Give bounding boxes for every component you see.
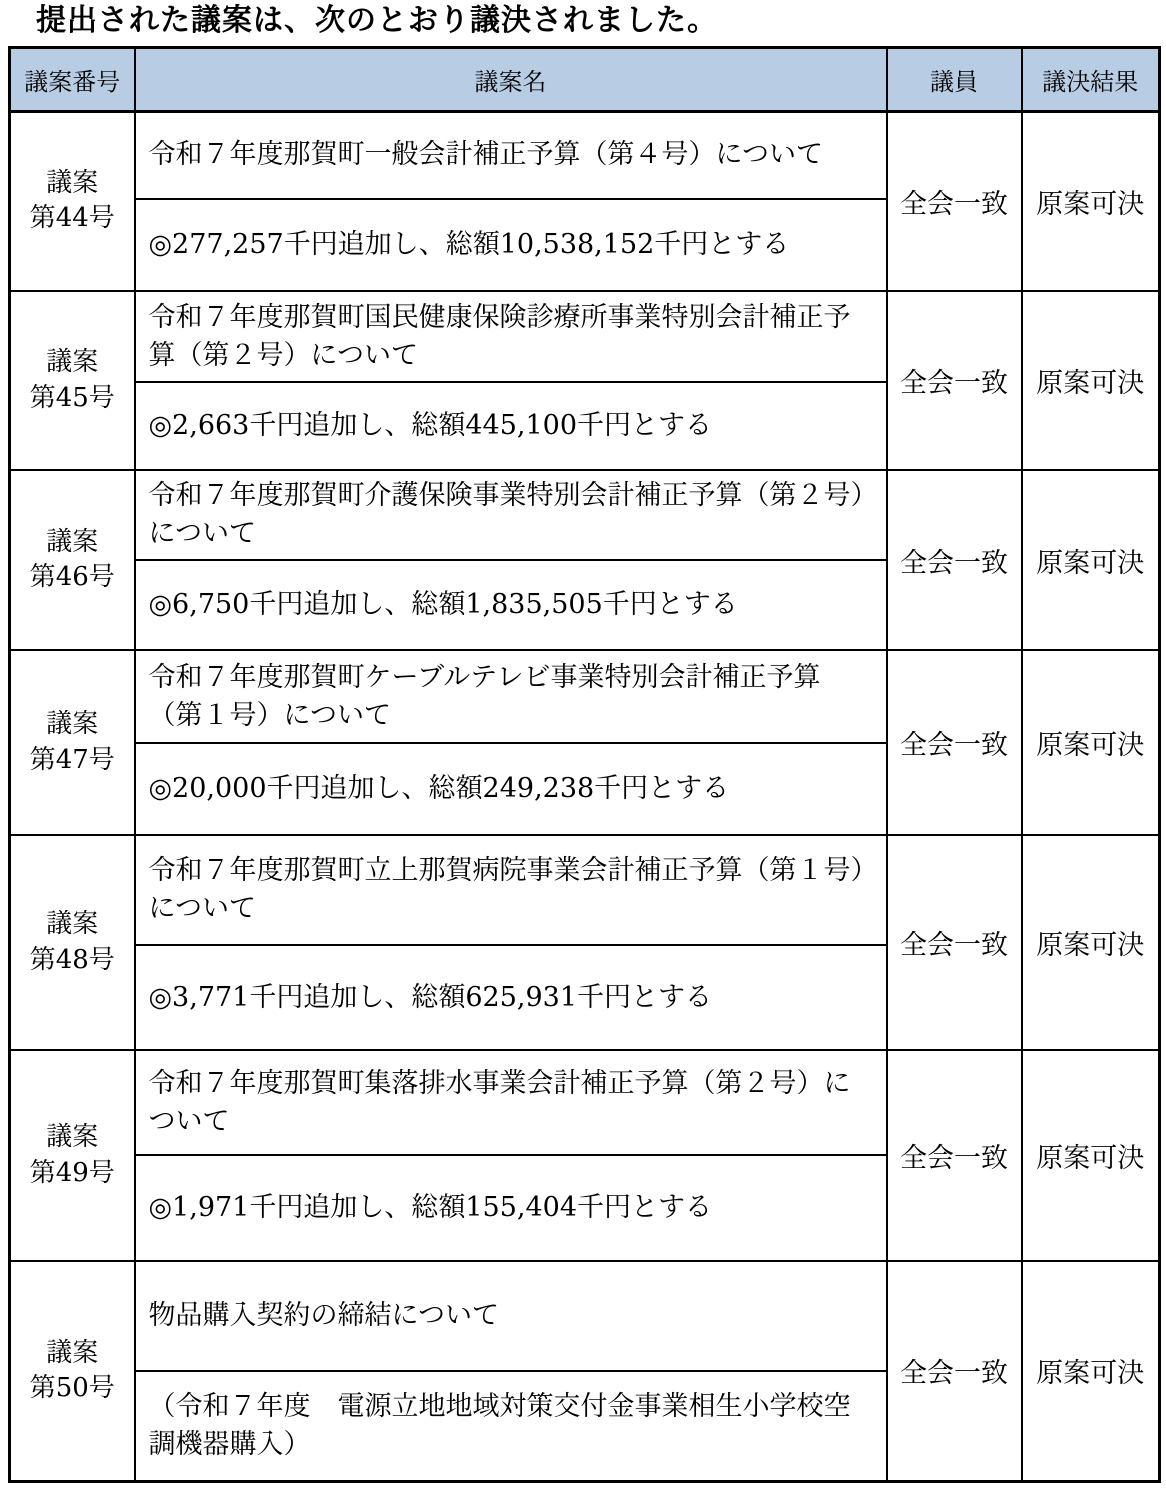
bill-detail-cell: ◎3,771千円追加し、総額625,931千円とする bbox=[135, 945, 887, 1050]
bill-number-label: 議案 bbox=[46, 1337, 99, 1368]
table-header-row bbox=[10, 47, 1160, 111]
bill-detail-cell: ◎20,000千円追加し、総額249,238千円とする bbox=[135, 743, 887, 835]
bill-number-value: 第48号 bbox=[29, 944, 115, 975]
bill-number-cell bbox=[10, 291, 135, 470]
page-title: 提出された議案は、次のとおり議決されました。 bbox=[36, 3, 718, 38]
vote-method-cell: 全会一致 bbox=[887, 470, 1022, 650]
bill-number-value: 第45号 bbox=[29, 382, 115, 413]
vote-method-cell: 全会一致 bbox=[887, 1050, 1022, 1261]
table-row bbox=[10, 835, 1160, 945]
bill-number-label: 議案 bbox=[46, 909, 99, 940]
bill-detail-cell: （令和７年度 電源立地地域対策交付金事業相生小学校空調機器購入） bbox=[135, 1371, 887, 1481]
table-row bbox=[10, 1050, 1160, 1155]
vote-result-cell: 原案可決 bbox=[1022, 111, 1160, 291]
vote-method-cell: 全会一致 bbox=[887, 291, 1022, 470]
bill-name-cell: 物品購入契約の締結について bbox=[135, 1261, 887, 1371]
bill-number-label: 議案 bbox=[46, 168, 99, 199]
bill-number-value: 第49号 bbox=[29, 1157, 115, 1188]
table-row bbox=[10, 470, 1160, 560]
vote-method-cell: 全会一致 bbox=[887, 1261, 1022, 1481]
bill-name-cell: 令和７年度那賀町立上那賀病院事業会計補正予算（第１号）について bbox=[135, 835, 887, 945]
bill-number-cell bbox=[10, 835, 135, 1050]
bill-detail-cell: ◎277,257千円追加し、総額10,538,152千円とする bbox=[135, 199, 887, 291]
bill-number-cell bbox=[10, 650, 135, 835]
vote-result-cell: 原案可決 bbox=[1022, 835, 1160, 1050]
bill-number-value: 第44号 bbox=[29, 203, 115, 234]
table-row bbox=[10, 1261, 1160, 1371]
header-vote-result: 議決結果 bbox=[1022, 47, 1160, 111]
bill-detail-cell: ◎2,663千円追加し、総額445,100千円とする bbox=[135, 382, 887, 470]
vote-result-cell: 原案可決 bbox=[1022, 470, 1160, 650]
bill-number-label: 議案 bbox=[46, 1122, 99, 1153]
bill-number-cell bbox=[10, 1261, 135, 1481]
bill-name-cell: 令和７年度那賀町介護保険事業特別会計補正予算（第２号）について bbox=[135, 470, 887, 560]
table-row bbox=[10, 291, 1160, 382]
bill-name-cell: 令和７年度那賀町国民健康保険診療所事業特別会計補正予算（第２号）について bbox=[135, 291, 887, 382]
table-row bbox=[10, 650, 1160, 743]
bill-number-value: 第47号 bbox=[29, 744, 115, 775]
bill-number-label: 議案 bbox=[46, 709, 99, 740]
bill-name-cell: 令和７年度那賀町一般会計補正予算（第４号）について bbox=[135, 111, 887, 199]
bill-detail-cell: ◎1,971千円追加し、総額155,404千円とする bbox=[135, 1155, 887, 1261]
bill-name-cell: 令和７年度那賀町集落排水事業会計補正予算（第２号）について bbox=[135, 1050, 887, 1155]
bill-number-label: 議案 bbox=[46, 347, 99, 378]
vote-result-cell: 原案可決 bbox=[1022, 291, 1160, 470]
vote-method-cell: 全会一致 bbox=[887, 111, 1022, 291]
vote-result-cell: 原案可決 bbox=[1022, 650, 1160, 835]
vote-method-cell: 全会一致 bbox=[887, 650, 1022, 835]
header-members: 議員 bbox=[887, 47, 1022, 111]
table-row bbox=[10, 111, 1160, 199]
header-bill-number: 議案番号 bbox=[10, 47, 135, 111]
header-bill-name: 議案名 bbox=[135, 47, 887, 111]
bill-number-cell bbox=[10, 470, 135, 650]
vote-method-cell: 全会一致 bbox=[887, 835, 1022, 1050]
bill-number-cell bbox=[10, 111, 135, 291]
bill-number-value: 第50号 bbox=[29, 1372, 115, 1403]
bill-name-cell: 令和７年度那賀町ケーブルテレビ事業特別会計補正予算（第１号）について bbox=[135, 650, 887, 743]
bill-number-label: 議案 bbox=[46, 526, 99, 557]
bill-number-value: 第46号 bbox=[29, 562, 115, 592]
bills-table bbox=[8, 46, 1161, 1483]
vote-result-cell: 原案可決 bbox=[1022, 1050, 1160, 1261]
bill-number-cell bbox=[10, 1050, 135, 1261]
vote-result-cell: 原案可決 bbox=[1022, 1261, 1160, 1481]
bill-detail-cell: ◎6,750千円追加し、総額1,835,505千円とする bbox=[135, 560, 887, 650]
